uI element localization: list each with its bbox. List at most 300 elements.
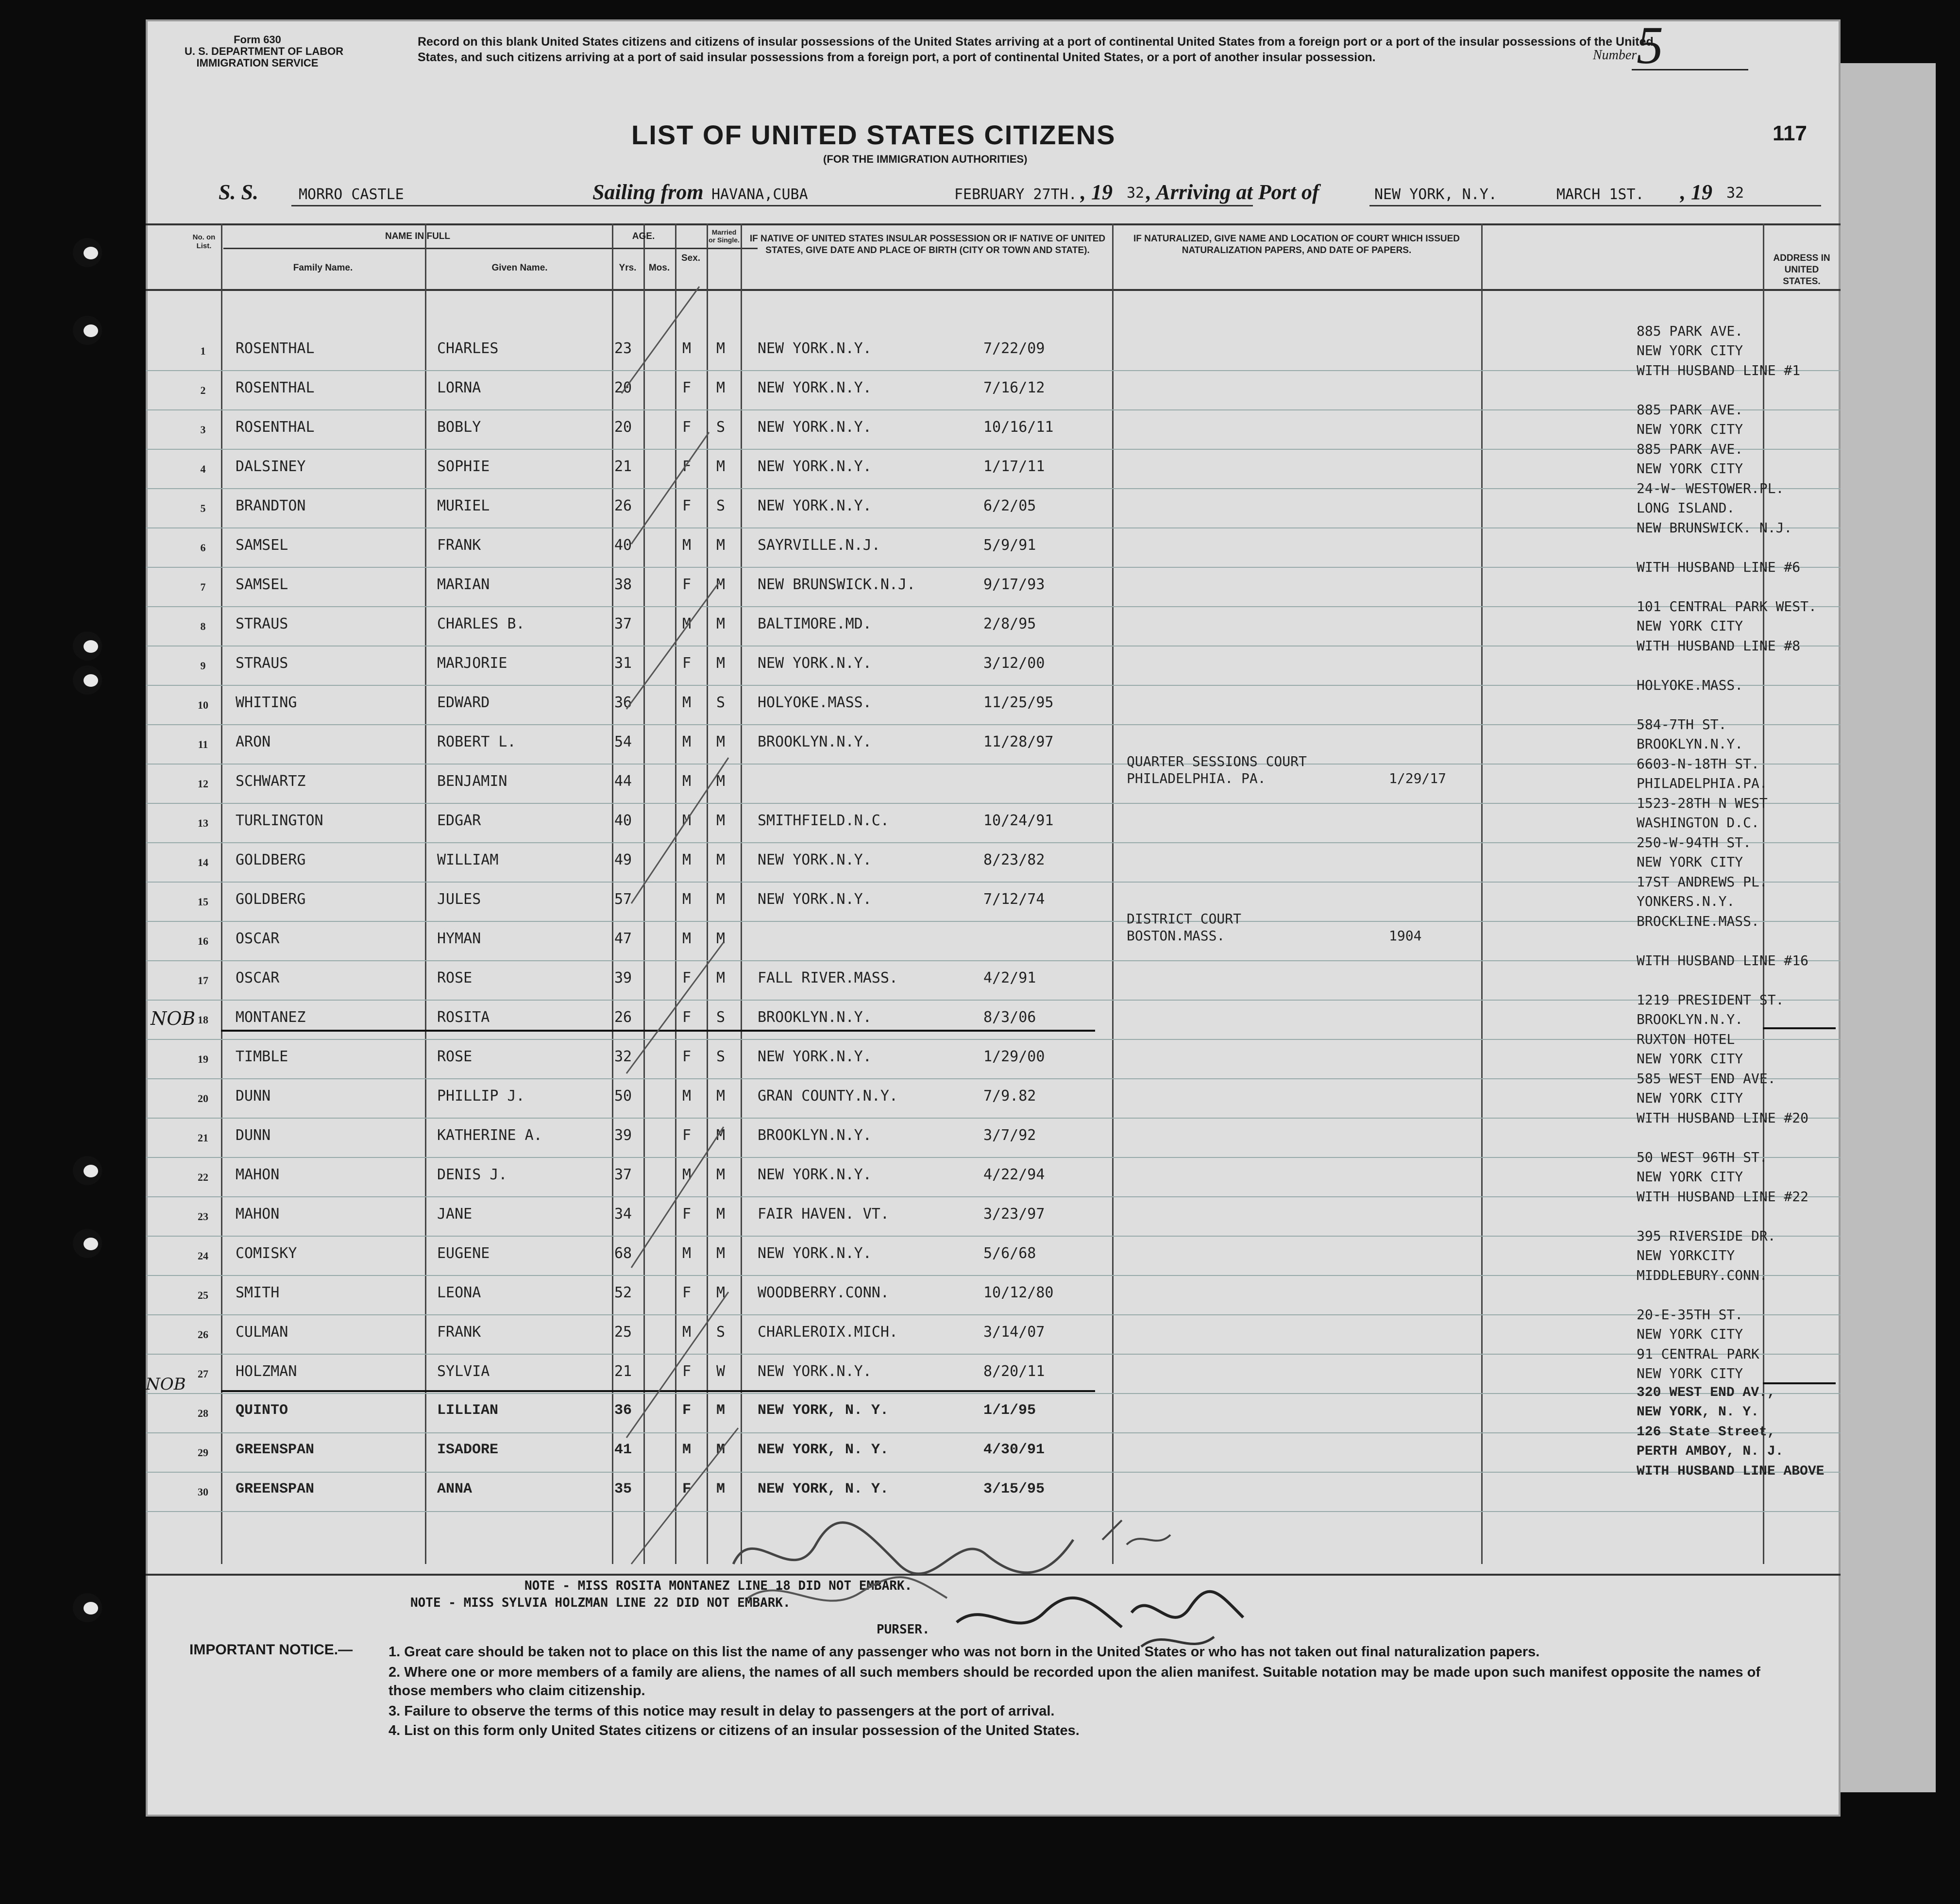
row-n: 10: [198, 699, 208, 711]
row-given: PHILLIP J.: [437, 1088, 525, 1105]
row-given: FRANK: [437, 1324, 481, 1341]
row-age: 47: [614, 930, 632, 947]
row-place: NEW YORK.N.Y.: [758, 379, 872, 396]
row-addr2: NEW YORK CITY: [1637, 1169, 1743, 1185]
row-family: QUINTO: [236, 1402, 288, 1419]
row-addr2: NEW YORK CITY: [1637, 854, 1743, 870]
row-addr1: 885 PARK AVE.: [1637, 323, 1743, 339]
row-family: SAMSEL: [236, 576, 288, 593]
row-rule: [146, 960, 1841, 961]
row-n: 26: [198, 1328, 208, 1341]
row-ms: M: [716, 537, 726, 554]
row-sex: F: [682, 497, 692, 514]
row-age: 44: [614, 773, 632, 790]
row-rule: [146, 1236, 1841, 1237]
header-family: Family Name.: [293, 263, 353, 273]
row-place: HOLYOKE.MASS.: [758, 694, 872, 711]
row-ms: M: [716, 969, 726, 986]
row-sex: M: [682, 1166, 692, 1183]
name-subheader-rule: [223, 248, 758, 249]
row-n: 18: [198, 1014, 208, 1026]
row-addr1: MIDDLEBURY.CONN.: [1637, 1267, 1768, 1283]
row-place: NEW YORK.N.Y.: [758, 1363, 872, 1380]
header-naturalized: IF NATURALIZED, GIVE NAME AND LOCATION OF COURT WHICH ISSUED NATURALIZATION PAPERS, AND DATE OF PAPERS.: [1133, 234, 1460, 255]
row-age: 26: [614, 497, 632, 514]
row-family: DUNN: [236, 1088, 271, 1105]
binder-hole: [73, 238, 102, 267]
row-sex: F: [682, 1284, 692, 1301]
row-addr2: NEW YORK CITY: [1637, 342, 1743, 358]
manifest-page: [146, 16, 1841, 1817]
row-n: 15: [198, 896, 208, 908]
row-sex: F: [682, 419, 692, 436]
row-addr2: NEW YORK CITY: [1637, 1326, 1743, 1342]
row-n: 3: [200, 424, 206, 436]
row-family: SMITH: [236, 1284, 280, 1301]
row-addr1: WITH HUSBAND LINE #20: [1637, 1110, 1809, 1126]
row-age: 54: [614, 733, 632, 750]
department: U. S. DEPARTMENT OF LABOR: [185, 45, 344, 57]
row-ms: M: [716, 891, 726, 908]
row-n: 6: [200, 542, 206, 554]
number-value: 5: [1637, 16, 1663, 75]
row-ms: W: [716, 1363, 726, 1380]
row-sex: F: [682, 1009, 692, 1026]
row-addr1: 50 WEST 96TH ST.: [1637, 1149, 1768, 1165]
row-n: 17: [198, 974, 208, 986]
row-age: 35: [614, 1481, 632, 1497]
row-ms: M: [716, 615, 726, 632]
row-age: 57: [614, 891, 632, 908]
binder-hole: [73, 1229, 102, 1258]
row-family: DUNN: [236, 1127, 271, 1144]
table-top-rule: [146, 223, 1841, 225]
row-n: 19: [198, 1053, 208, 1065]
row-ms: M: [716, 773, 726, 790]
row-given: SOPHIE: [437, 458, 490, 475]
row-sex: M: [682, 733, 692, 750]
row-sex: M: [682, 851, 692, 868]
row-place: NEW YORK.N.Y.: [758, 419, 872, 436]
row-ms: M: [716, 812, 726, 829]
row-age: 36: [614, 1402, 632, 1419]
row-sex: F: [682, 655, 692, 672]
check-mark: [622, 287, 738, 1564]
row-date: 7/12/74: [983, 891, 1045, 908]
row-ms: M: [716, 1402, 726, 1419]
row-family: MONTANEZ: [236, 1009, 306, 1026]
row-sex: M: [682, 615, 692, 632]
row-ms: S: [716, 419, 726, 436]
row-court-date: 1904: [1389, 928, 1422, 944]
row-rule: [146, 409, 1841, 410]
year-prefix: , 19: [1081, 180, 1113, 204]
row-given: LORNA: [437, 379, 481, 396]
row-court: QUARTER SESSIONS COURT: [1127, 753, 1307, 769]
row-n: 30: [198, 1486, 208, 1498]
row-rule: [146, 1354, 1841, 1355]
row-family: MAHON: [236, 1206, 280, 1223]
row-addr1: 395 RIVERSIDE DR.: [1637, 1228, 1776, 1244]
arrival-date: MARCH 1ST.: [1556, 186, 1644, 203]
intro-text: Record on this blank United States citizens and citizens of insular possessions of the United States arriving at a port of continental United States from a foreign port or a port of the insular possessions of the United States, and such citizens arriving at a port of said insular possessions from a foreign port, a port of continental United States, or a port of another insular possession.: [418, 35, 1654, 64]
row-family: GOLDBERG: [236, 891, 306, 908]
row-rule: [146, 803, 1841, 804]
arriving-label: , Arriving at Port of: [1146, 180, 1319, 204]
row-age: 68: [614, 1245, 632, 1262]
row-sex: M: [682, 694, 692, 711]
sailing-date: FEBRUARY 27TH.: [954, 186, 1077, 203]
row-age: 20: [614, 419, 632, 436]
row-given: LILLIAN: [437, 1402, 499, 1419]
row-n: 24: [198, 1250, 208, 1262]
row-court-date: 1/29/17: [1389, 770, 1447, 786]
row-place: CHARLEROIX.MICH.: [758, 1324, 898, 1341]
col-rule: [221, 223, 222, 1564]
row-addr1: WITH HUSBAND LINE #22: [1637, 1189, 1809, 1205]
row-sex: M: [682, 891, 692, 908]
row-addr1: 20-E-35TH ST.: [1637, 1307, 1743, 1323]
row-rule: [146, 1393, 1841, 1394]
row-sex: F: [682, 1363, 692, 1380]
row-n: 28: [198, 1407, 208, 1419]
row-ms: M: [716, 1127, 726, 1144]
row-court: DISTRICT COURT: [1127, 911, 1242, 927]
row-addr1: 126 State Street,: [1637, 1425, 1775, 1440]
row-date: 11/28/97: [983, 733, 1054, 750]
row-addr2: NEW YORK CITY: [1637, 1090, 1743, 1106]
row-rule: [146, 1314, 1841, 1315]
row-age: 23: [614, 340, 632, 357]
binder-hole: [73, 631, 102, 661]
row-sex: F: [682, 1048, 692, 1065]
row-rule: [146, 1196, 1841, 1197]
row-date: 10/12/80: [983, 1284, 1054, 1301]
row-sex: M: [682, 537, 692, 554]
header-married: Married or Single.: [709, 228, 740, 244]
row-date: 4/22/94: [983, 1166, 1045, 1183]
binder-hole: [73, 316, 102, 345]
margin-mark-27: NOB: [146, 1375, 186, 1394]
from-underline: [709, 205, 1253, 206]
row-addr1: 584-7TH ST.: [1637, 716, 1727, 732]
row-sex: M: [682, 930, 692, 947]
row-n: 25: [198, 1289, 208, 1301]
row-given: FRANK: [437, 537, 481, 554]
row-ms: M: [716, 379, 726, 396]
row-date: 10/16/11: [983, 419, 1054, 436]
row-addr1: 1219 PRESIDENT ST.: [1637, 992, 1784, 1008]
row-addr1: 885 PARK AVE.: [1637, 441, 1743, 457]
row-age: 26: [614, 1009, 632, 1026]
row-n: 22: [198, 1171, 208, 1183]
row-place: NEW YORK.N.Y.: [758, 891, 872, 908]
check-marks: [612, 272, 777, 1574]
row-ms: M: [716, 655, 726, 672]
row-addr2: NEW YORKCITY: [1637, 1247, 1735, 1263]
row-sex: M: [682, 1442, 692, 1458]
row-n: 2: [200, 384, 206, 396]
notice-item-2: 2. Where one or more members of a family are aliens, the names of all such members should be recorded upon the alien manifest. Suitable notation may be made upon such manifest opposite the names of those members who claim citizenship.: [389, 1665, 1760, 1699]
row-given: BOBLY: [437, 419, 481, 436]
row-age: 21: [614, 458, 632, 475]
row-addr1: 1523-28TH N WEST: [1637, 795, 1768, 811]
row-ms: M: [716, 1088, 726, 1105]
header-name-in-full: NAME IN FULL: [385, 231, 451, 241]
note-2: NOTE - MISS SYLVIA HOLZMAN LINE 22 DID NOT EMBARK.: [410, 1596, 791, 1610]
row-addr2: YONKERS.N.Y.: [1637, 893, 1735, 909]
row-given: CHARLES B.: [437, 615, 525, 632]
row-addr1: 885 PARK AVE.: [1637, 402, 1743, 418]
note-1: NOTE - MISS ROSITA MONTANEZ LINE 18 DID NOT EMBARK.: [524, 1579, 912, 1593]
row-family: ROSENTHAL: [236, 379, 315, 396]
row-n: 8: [200, 620, 206, 632]
row-court2: PHILADELPHIA. PA.: [1127, 770, 1266, 786]
row-addr2: BROOKLYN.N.Y.: [1637, 1011, 1743, 1027]
arrival-port: NEW YORK, N.Y.: [1374, 186, 1497, 203]
row-ms: M: [716, 930, 726, 947]
row-place: NEW YORK.N.Y.: [758, 497, 872, 514]
row-rule: [146, 842, 1841, 843]
row-sex: F: [682, 576, 692, 593]
row-date: 8/20/11: [983, 1363, 1045, 1380]
row-addr1: WITH HUSBAND LINE ABOVE: [1637, 1464, 1825, 1479]
row-addr2: PERTH AMBOY, N. J.: [1637, 1444, 1784, 1459]
row-addr1: WITH HUSBAND LINE #8: [1637, 638, 1801, 654]
notice-item-1: 1. Great care should be taken not to place on this list the name of any passenger who was not born in the United States or who has not taken out final naturalization papers.: [389, 1644, 1540, 1660]
row-age: 41: [614, 1442, 632, 1458]
row-sex: M: [682, 340, 692, 357]
row-rule: [146, 1275, 1841, 1276]
row-sex: F: [682, 1481, 692, 1497]
col-rule: [1481, 223, 1483, 1564]
row-given: JULES: [437, 891, 481, 908]
row-age: 52: [614, 1284, 632, 1301]
row-family: BRANDTON: [236, 497, 306, 514]
row-family: ROSENTHAL: [236, 340, 315, 357]
row-given: EDGAR: [437, 812, 481, 829]
row-age: 40: [614, 812, 632, 829]
row-addr2: BROOKLYN.N.Y.: [1637, 736, 1743, 752]
row-addr1: 91 CENTRAL PARK: [1637, 1346, 1759, 1362]
row-addr2: PHILADELPHIA.PA.: [1637, 775, 1768, 791]
row-place: BROOKLYN.N.Y.: [758, 733, 872, 750]
row-addr1: WITH HUSBAND LINE #16: [1637, 952, 1809, 969]
header-birth: IF NATIVE OF UNITED STATES INSULAR POSSESSION OR IF NATIVE OF UNITED STATES, GIVE DATE AND PLACE OF BIRTH (CITY OR TOWN AND STATE).: [749, 234, 1106, 255]
row-date: 5/9/91: [983, 537, 1036, 554]
row-age: 20: [614, 379, 632, 396]
row-given: ROSITA: [437, 1009, 490, 1026]
row-rule: [146, 685, 1841, 686]
row-ms: M: [716, 851, 726, 868]
row-sex: F: [682, 1206, 692, 1223]
row-addr2: NEW YORK CITY: [1637, 618, 1743, 634]
row-n: 4: [200, 463, 206, 475]
port-underline: [1369, 205, 1821, 206]
row-place: NEW BRUNSWICK.N.J.: [758, 576, 916, 593]
row-addr1: WITH HUSBAND LINE #1: [1637, 362, 1801, 378]
binder-hole: [73, 1156, 102, 1185]
row-date: 3/15/95: [983, 1481, 1045, 1497]
row-age: 39: [614, 1127, 632, 1144]
row-rule: [146, 1039, 1841, 1040]
row-place: NEW YORK.N.Y.: [758, 340, 872, 357]
row-place: GRAN COUNTY.N.Y.: [758, 1088, 898, 1105]
row-n: 12: [198, 778, 208, 790]
row-given: SYLVIA: [437, 1363, 490, 1380]
row-ms: M: [716, 1245, 726, 1262]
row-addr1: HOLYOKE.MASS.: [1637, 677, 1743, 693]
row-family: GREENSPAN: [236, 1481, 315, 1497]
row-addr1: 101 CENTRAL PARK WEST.: [1637, 598, 1817, 614]
row-place: NEW YORK.N.Y.: [758, 851, 872, 868]
row-n: 20: [198, 1092, 208, 1105]
row-rule: [146, 1118, 1841, 1119]
col-rule: [425, 223, 426, 1564]
row-place: SMITHFIELD.N.C.: [758, 812, 889, 829]
row-ms: M: [716, 1206, 726, 1223]
row-given: BENJAMIN: [437, 773, 507, 790]
sailing-from: HAVANA,CUBA: [711, 186, 808, 203]
row-addr1: 320 WEST END AV.,: [1637, 1385, 1775, 1400]
row-date: 10/24/91: [983, 812, 1054, 829]
row-sex: F: [682, 1402, 692, 1419]
row-given: MURIEL: [437, 497, 490, 514]
row-family: WHITING: [236, 694, 297, 711]
number-label: Number: [1593, 48, 1637, 63]
row-rule: [146, 606, 1841, 607]
row-date: 6/2/05: [983, 497, 1036, 514]
row-ms: S: [716, 694, 726, 711]
row-ms: M: [716, 340, 726, 357]
row-family: STRAUS: [236, 655, 288, 672]
row-date: 4/30/91: [983, 1442, 1045, 1458]
header-mos: Mos.: [648, 263, 670, 273]
number-underline: [1632, 69, 1748, 70]
row-n: 21: [198, 1132, 208, 1144]
row-age: 25: [614, 1324, 632, 1341]
row-age: 40: [614, 537, 632, 554]
row-place: FAIR HAVEN. VT.: [758, 1206, 889, 1223]
row-n: 11: [198, 738, 208, 750]
row-sex: F: [682, 969, 692, 986]
row-n: 23: [198, 1210, 208, 1223]
row-age: 37: [614, 1166, 632, 1183]
row-family: OSCAR: [236, 930, 280, 947]
row-ms: S: [716, 1009, 726, 1026]
row-place: NEW YORK.N.Y.: [758, 1166, 872, 1183]
row-age: 21: [614, 1363, 632, 1380]
row-age: 37: [614, 615, 632, 632]
row-sex: M: [682, 773, 692, 790]
header-address: ADDRESS IN UNITED STATES.: [1773, 253, 1830, 287]
row-family: ARON: [236, 733, 271, 750]
row-addr1: NEW BRUNSWICK. N.J.: [1637, 520, 1792, 536]
row-given: DENIS J.: [437, 1166, 507, 1183]
row-rule: [146, 567, 1841, 568]
col-rule: [1763, 223, 1764, 1564]
row-date: 9/17/93: [983, 576, 1045, 593]
row-age: 31: [614, 655, 632, 672]
row-place: NEW YORK.N.Y.: [758, 655, 872, 672]
row-rule: [146, 1000, 1841, 1001]
row-date: 1/29/00: [983, 1048, 1045, 1065]
row-rule: [146, 724, 1841, 725]
row-addr2: NEW YORK CITY: [1637, 460, 1743, 476]
row-n: 1: [200, 345, 206, 357]
row-age: 34: [614, 1206, 632, 1223]
row-sex: M: [682, 1088, 692, 1105]
row-date: 2/8/95: [983, 615, 1036, 632]
row-age: 32: [614, 1048, 632, 1065]
row-date: 11/25/95: [983, 694, 1054, 711]
notice-item-4: 4. List on this form only United States citizens or citizens of an insular possession of the United States.: [389, 1723, 1080, 1738]
row-family: SCHWARTZ: [236, 773, 306, 790]
row-addr1: 17ST ANDREWS PL.: [1637, 874, 1768, 890]
row-date: 4/2/91: [983, 969, 1036, 986]
row-given: EUGENE: [437, 1245, 490, 1262]
row-given: JANE: [437, 1206, 473, 1223]
row-place: FALL RIVER.MASS.: [758, 969, 898, 986]
row-ms: S: [716, 497, 726, 514]
row-date: 1/1/95: [983, 1402, 1036, 1419]
row-place: BALTIMORE.MD.: [758, 615, 872, 632]
row-date: 8/23/82: [983, 851, 1045, 868]
row-n: 27: [198, 1368, 208, 1380]
arrival-year-suffix: 32: [1726, 185, 1744, 202]
header-yrs: Yrs.: [619, 263, 637, 273]
row-rule: [146, 449, 1841, 450]
row-rule: [146, 527, 1841, 528]
row-ms: M: [716, 1442, 726, 1458]
row-given: MARIAN: [437, 576, 490, 593]
page-title: LIST OF UNITED STATES CITIZENS: [631, 119, 1116, 150]
row-given: ROSE: [437, 969, 473, 986]
row-family: STRAUS: [236, 615, 288, 632]
row-n: 9: [200, 660, 206, 672]
row-date: 3/23/97: [983, 1206, 1045, 1223]
row-rule: [146, 764, 1841, 765]
sailing-label: Sailing from: [592, 180, 704, 204]
year-suffix: 32: [1127, 185, 1145, 202]
row-place: NEW YORK, N. Y.: [758, 1481, 889, 1497]
row-addr1: 24-W- WESTOWER.PL.: [1637, 480, 1784, 496]
row-addr1: BROCKLINE.MASS.: [1637, 913, 1759, 929]
row-sex: M: [682, 812, 692, 829]
row-given: ISADORE: [437, 1442, 499, 1458]
row-age: 39: [614, 969, 632, 986]
binder-hole: [73, 1593, 102, 1622]
ss-label: S. S.: [219, 180, 258, 204]
row-rule: [146, 882, 1841, 883]
row-place: BROOKLYN.N.Y.: [758, 1127, 872, 1144]
row-given: CHARLES: [437, 340, 499, 357]
row-addr2: NEW YORK CITY: [1637, 1051, 1743, 1067]
row-place: NEW YORK, N. Y.: [758, 1442, 889, 1458]
row-place: NEW YORK.N.Y.: [758, 1245, 872, 1262]
row-date: 3/14/07: [983, 1324, 1045, 1341]
form-id: [185, 34, 344, 69]
row-addr1: WITH HUSBAND LINE #6: [1637, 559, 1801, 575]
strike-address-18: [1763, 1027, 1836, 1029]
row-given: ROBERT L.: [437, 733, 516, 750]
row-addr2: NEW YORK CITY: [1637, 1365, 1743, 1381]
ship-name: MORRO CASTLE: [299, 186, 404, 203]
row-place: BROOKLYN.N.Y.: [758, 1009, 872, 1026]
row-age: 36: [614, 694, 632, 711]
margin-mark-18: NOB: [151, 1008, 196, 1029]
row-given: ANNA: [437, 1481, 473, 1497]
